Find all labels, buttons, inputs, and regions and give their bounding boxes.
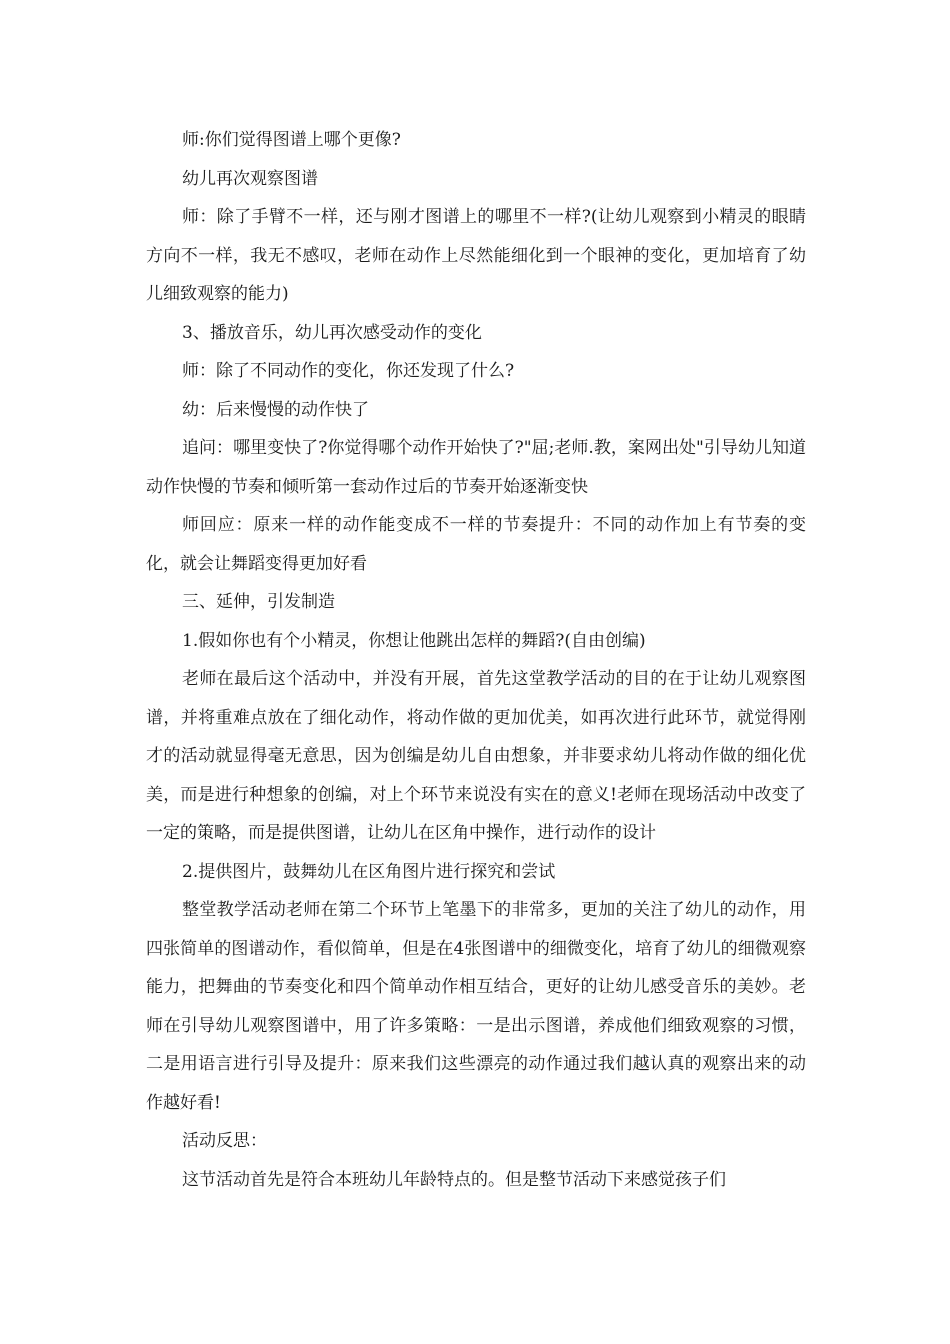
paragraph-10: 1.假如你也有个小精灵，你想让他跳出怎样的舞蹈?(自由创编) (182, 630, 646, 651)
paragraph-4: 3、播放音乐，幼儿再次感受动作的变化 (182, 322, 482, 343)
paragraph-13: 整堂教学活动老师在第二个环节上笔墨下的非常多，更加的关注了幼儿的动作，用四张简单的图谱动作，看似简单，但是在4张图谱中的细微变化，培育了幼儿的细微观察能力，把舞曲的节奏变化和四个简单动作相互结合，更好的让幼儿感受音乐的美妙。老师在引导幼儿观察图谱中，用了许多策略：一是出示图谱，养成他们细致观察的习惯，二是用语言进行引导及提升：原来我们这些漂亮的动作通过我们越认真的观察出来的动作越好看! (146, 900, 806, 1113)
paragraph-1: 师:你们觉得图谱上哪个更像? (182, 130, 401, 150)
section-heading-reflection: 活动反思： (182, 1131, 267, 1151)
document-body (146, 121, 806, 1199)
paragraph-12: 2.提供图片，鼓舞幼儿在区角图片进行探究和尝试 (182, 861, 556, 882)
paragraph-11: 老师在最后这个活动中，并没有开展，首先这堂教学活动的目的在于让幼儿观察图谱，并将重难点放在了细化动作，将动作做的更加优美，如再次进行此环节，就觉得刚才的活动就显得毫无意思，因为创编是幼儿自由想象，并非要求幼儿将动作做的细化优美，而是进行种想象的创编，对上个环节来说没有实在的意义!老师在现场活动中改变了一定的策略，而是提供图谱，让幼儿在区角中操作，进行动作的设计 (146, 669, 806, 843)
paragraph-3: 师：除了手臂不一样，还与刚才图谱上的哪里不一样?(让幼儿观察到小精灵的眼睛方向不一样，我无不感叹，老师在动作上尽然能细化到一个眼神的变化，更加培育了幼儿细致观察的能力) (146, 207, 806, 304)
paragraph-7: 追问：哪里变快了?你觉得哪个动作开始快了?"屈;老师.教，案网出处"引导幼儿知道动作快慢的节奏和倾听第一套动作过后的节奏开始逐渐变快 (146, 438, 806, 497)
paragraph-8: 师回应：原来一样的动作能变成不一样的节奏提升：不同的动作加上有节奏的变化，就会让舞蹈变得更加好看 (146, 515, 806, 574)
paragraph-15: 这节活动首先是符合本班幼儿年龄特点的。但是整节活动下来感觉孩子们 (182, 1169, 726, 1190)
paragraph-2: 幼儿再次观察图谱 (182, 168, 318, 189)
section-heading-extension: 三、延伸，引发制造 (182, 592, 335, 612)
paragraph-5: 师：除了不同动作的变化，你还发现了什么? (182, 361, 515, 381)
paragraph-6: 幼：后来慢慢的动作快了 (182, 399, 369, 420)
